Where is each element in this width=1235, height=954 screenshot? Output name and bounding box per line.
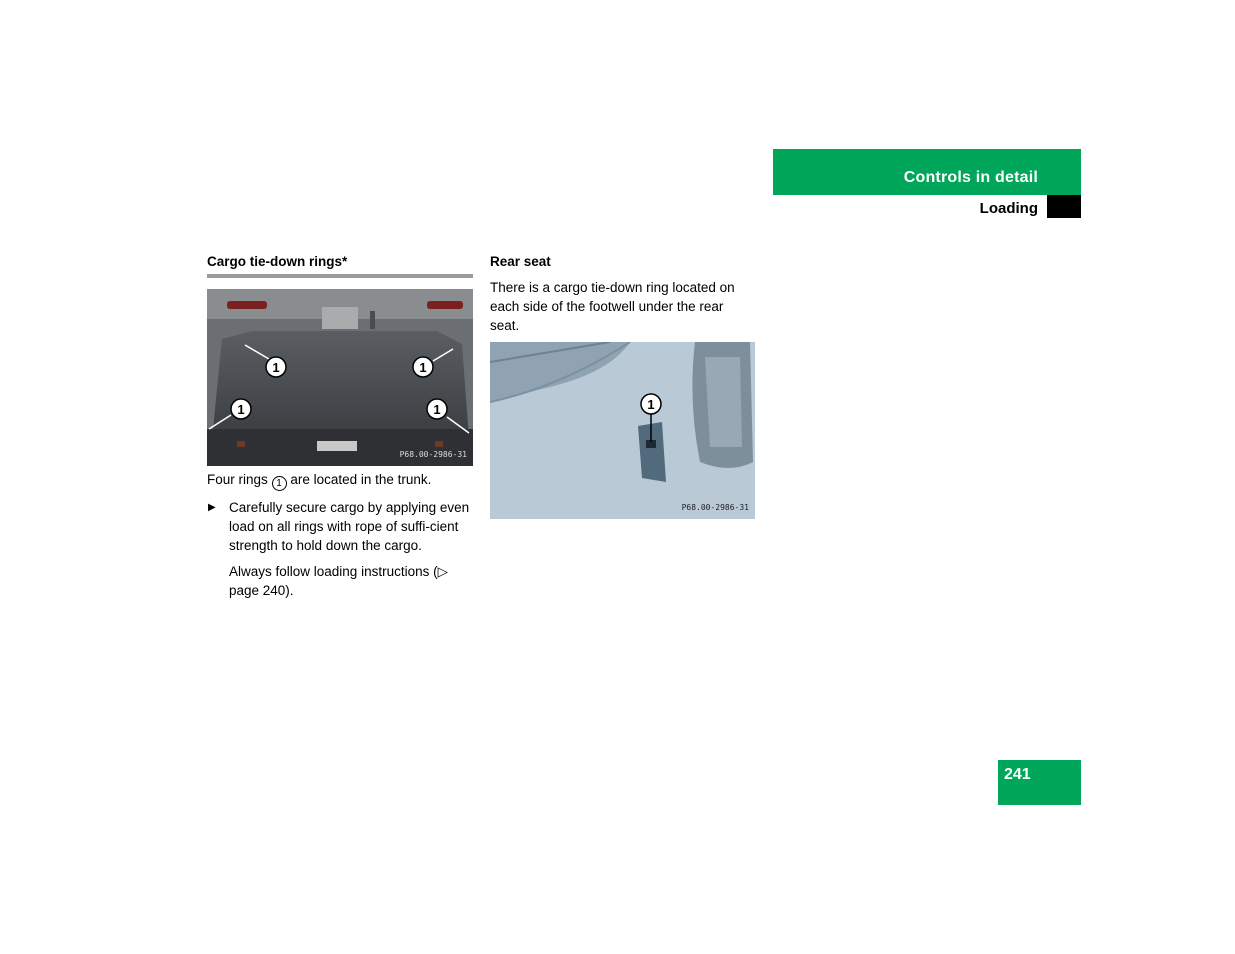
footwell-illustration xyxy=(490,342,755,519)
footwell-photo-code: P68.00-2986-31 xyxy=(681,503,749,512)
page-number: 241 xyxy=(1004,766,1031,783)
chapter-title: Controls in detail xyxy=(903,169,1038,186)
callout-marker: 1 xyxy=(272,476,287,491)
footwell-callout-label: 1 xyxy=(647,397,655,412)
heading-rule xyxy=(207,274,473,278)
right-column xyxy=(490,252,756,519)
trunk-illustration xyxy=(207,289,473,466)
rear-seat-heading: Rear seat xyxy=(490,254,551,269)
chapter-header xyxy=(773,149,1081,195)
footwell-photo xyxy=(490,342,755,519)
cargo-rings-heading: Cargo tie-down rings* xyxy=(207,254,348,269)
caption-after: are located in the trunk. xyxy=(290,472,432,487)
rings-caption xyxy=(207,470,473,491)
bullet-text: Carefully secure cargo by applying even load on all rings with rope of suffi-cient strength to hold down the cargo. xyxy=(229,500,470,553)
ring-callout-2-label: 1 xyxy=(419,360,427,375)
caption-before: Four rings xyxy=(207,472,268,487)
ring-callout-3-label: 1 xyxy=(237,402,245,417)
trunk-photo-code: P68.00-2986-31 xyxy=(399,450,467,459)
page-number-box xyxy=(998,760,1081,805)
ring-callout-1-label: 1 xyxy=(272,360,280,375)
section-title: Loading xyxy=(979,200,1038,217)
trunk-photo xyxy=(207,289,473,466)
loading-note: Always follow loading instructions (▷ page 240). xyxy=(229,564,448,598)
left-column xyxy=(207,252,473,600)
instruction-bullet xyxy=(207,498,473,555)
bullet-arrow-icon: ▶ xyxy=(208,502,216,513)
section-marker xyxy=(1047,195,1081,218)
rear-seat-intro: There is a cargo tie-down ring located on each side of the footwell under the rear seat. xyxy=(490,280,735,333)
ring-callout-4-label: 1 xyxy=(433,402,441,417)
